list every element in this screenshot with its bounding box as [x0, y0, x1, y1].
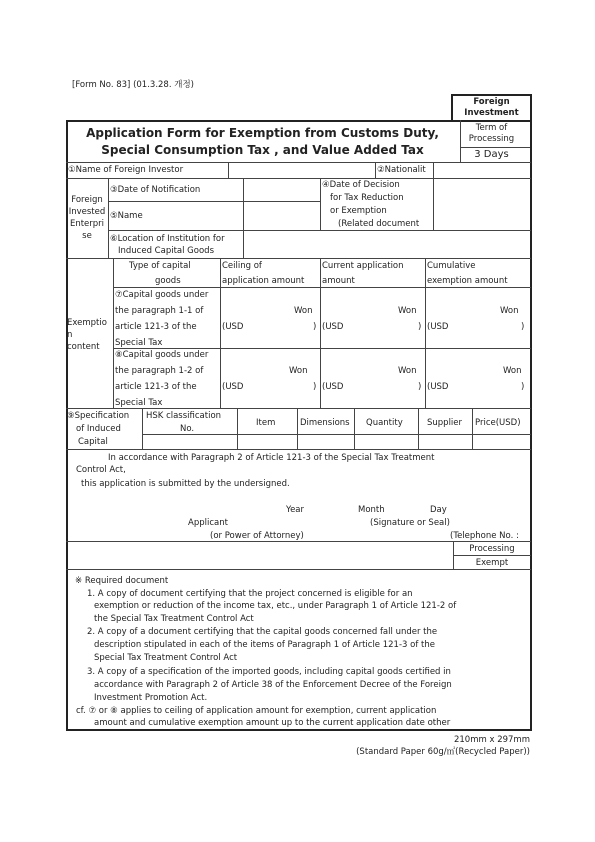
divider: [108, 201, 320, 202]
required-2-b: description stipulated in each of the items of Paragraph 1 of Article 121-3 of the: [94, 640, 435, 650]
divider: [297, 408, 298, 449]
decision-line4: (Related document: [338, 219, 420, 229]
spec-label-1: ⑨Specification: [67, 411, 130, 421]
divider: [453, 555, 531, 556]
divider: [66, 541, 531, 542]
required-cf-b: amount and cumulative exemption amount up to the current application date other: [94, 718, 451, 728]
row8-cumulative-usd: (USD: [427, 382, 449, 392]
divider: [320, 258, 321, 408]
divider: [66, 408, 531, 409]
row8-ceiling-close: ): [313, 382, 317, 392]
col-type-1: Type of capital: [129, 261, 191, 271]
divider: [228, 162, 229, 178]
label-applicant: Applicant: [188, 518, 228, 528]
divider: [66, 162, 531, 163]
divider: [354, 408, 355, 449]
corner-box-top: [451, 94, 531, 96]
row8-desc-1: ⑧Capital goods under: [115, 350, 209, 360]
enterprise-side-3: Enterpri: [69, 219, 105, 229]
exemption-side-2: n: [67, 330, 73, 340]
processing-exempt: Exempt: [475, 558, 509, 568]
declaration-line1: In accordance with Paragraph 2 of Article 121-3 of the Special Tax Treatment: [108, 453, 435, 463]
required-cf-a: cf. ⑦ or ⑧ applies to ceiling of application amount for exemption, current application: [76, 706, 437, 716]
footer-size: 210mm x 297mm: [453, 735, 530, 745]
corner-processing: Processing: [468, 134, 515, 144]
frame-right: [530, 94, 532, 730]
enterprise-side-4: se: [82, 231, 92, 241]
divider: [460, 147, 531, 148]
divider: [237, 408, 238, 449]
label-investor-name: ①Name of Foreign Investor: [68, 165, 184, 175]
divider: [113, 348, 531, 349]
row7-ceiling-close: ): [313, 322, 317, 332]
corner-term: Term of: [475, 123, 508, 133]
footer-paper: (Standard Paper 60g/㎡(Recycled Paper)): [356, 747, 530, 757]
row7-cumulative-usd: (USD: [427, 322, 449, 332]
divider: [425, 258, 426, 408]
enterprise-side-1: Foreign: [71, 195, 103, 205]
declaration-line3: this application is submitted by the undersigned.: [81, 479, 290, 489]
divider: [66, 258, 531, 259]
spec-quantity: Quantity: [366, 418, 403, 428]
required-3-a: 3. A copy of a specification of the imported goods, including capital goods certified in: [87, 667, 451, 677]
required-3-c: Investment Promotion Act.: [94, 693, 208, 703]
title-divider: [460, 120, 461, 162]
frame-bottom: [66, 729, 532, 731]
row7-desc-3: article 121-3 of the: [115, 322, 197, 332]
spec-hsk-1: HSK classification: [146, 411, 222, 421]
spec-item: Item: [256, 418, 276, 428]
label-telephone: (Telephone No. :: [450, 531, 519, 541]
label-name: ⑤Name: [110, 211, 143, 221]
decision-line1: ④Date of Decision: [322, 180, 400, 190]
enterprise-side-2: Invested: [68, 207, 106, 217]
divider: [320, 178, 321, 230]
processing-label: Processing: [469, 544, 515, 554]
row8-ceiling-won: Won: [289, 366, 308, 376]
corner-investment: Investment: [464, 108, 519, 118]
divider: [375, 162, 376, 178]
required-3-b: accordance with Paragraph 2 of Article 38 of the Enforcement Decree of the Foreign: [94, 680, 452, 690]
row8-current-close: ): [418, 382, 422, 392]
row8-desc-4: Special Tax: [115, 398, 163, 408]
declaration-line2: Control Act,: [76, 465, 126, 475]
required-2-a: 2. A copy of a document certifying that the capital goods concerned fall under the: [87, 627, 438, 637]
col-cumulative-2: exemption amount: [427, 276, 508, 286]
divider: [66, 178, 531, 179]
spec-label-2: of Induced: [76, 424, 121, 434]
row7-ceiling-won: Won: [294, 306, 313, 316]
label-year: Year: [286, 505, 304, 515]
row8-cumulative-won: Won: [503, 366, 522, 376]
spec-supplier: Supplier: [427, 418, 463, 428]
col-type-2: goods: [155, 276, 181, 286]
label-location-2: Induced Capital Goods: [118, 246, 214, 256]
form-number: [Form No. 83] (01.3.28. 개정): [72, 80, 194, 90]
divider: [220, 258, 221, 408]
divider: [142, 434, 531, 435]
spec-hsk-2: No.: [180, 424, 195, 434]
row8-desc-3: article 121-3 of the: [115, 382, 197, 392]
col-ceiling-2: application amount: [222, 276, 305, 286]
col-cumulative-1: Cumulative: [427, 261, 476, 271]
col-ceiling-1: Ceiling of: [222, 261, 262, 271]
divider: [243, 230, 244, 258]
divider: [433, 162, 434, 178]
row7-current-usd: (USD: [322, 322, 344, 332]
spec-dimensions: Dimensions: [300, 418, 350, 428]
divider: [418, 408, 419, 449]
label-nationality: ②Nationalit: [377, 165, 426, 175]
required-heading: ※ Required document: [75, 576, 169, 586]
divider: [66, 449, 531, 450]
corner-days: 3 Days: [474, 149, 509, 160]
row7-desc-1: ⑦Capital goods under: [115, 290, 209, 300]
row7-ceiling-usd: (USD: [222, 322, 244, 332]
label-signature: (Signature or Seal): [370, 518, 450, 528]
divider: [108, 178, 109, 258]
divider: [108, 230, 531, 231]
divider: [433, 178, 434, 230]
required-1-b: exemption or reduction of the income tax, etc., under Paragraph 1 of Article 121-2 of: [94, 601, 457, 611]
decision-line3: or Exemption: [330, 206, 387, 216]
decision-line2: for Tax Reduction: [330, 193, 404, 203]
label-location-1: ⑥Location of Institution for: [110, 234, 225, 244]
divider: [243, 178, 244, 230]
spec-price: Price(USD): [475, 418, 521, 428]
row8-current-usd: (USD: [322, 382, 344, 392]
label-day: Day: [430, 505, 447, 515]
required-2-c: Special Tax Treatment Control Act: [94, 653, 238, 663]
label-poa: (or Power of Attorney): [210, 531, 304, 541]
row8-current-won: Won: [398, 366, 417, 376]
row7-desc-2: the paragraph 1-1 of: [115, 306, 204, 316]
row7-desc-4: Special Tax: [115, 338, 163, 348]
label-date-notification: ③Date of Notification: [110, 185, 201, 195]
form-title-line2: Special Consumption Tax , and Value Added Tax: [101, 143, 424, 157]
exemption-side-1: Exemptio: [67, 318, 107, 328]
row8-desc-2: the paragraph 1-2 of: [115, 366, 204, 376]
spec-label-3: Capital: [78, 437, 108, 447]
divider: [142, 408, 143, 449]
row7-cumulative-won: Won: [500, 306, 519, 316]
required-1-a: 1. A copy of document certifying that the project concerned is eligible for an: [87, 589, 413, 599]
exemption-side-3: content: [67, 342, 100, 352]
divider: [113, 258, 114, 408]
corner-foreign: Foreign: [473, 97, 510, 107]
divider: [66, 569, 531, 570]
frame-top: [66, 120, 531, 122]
row7-cumulative-close: ): [521, 322, 525, 332]
row7-current-won: Won: [398, 306, 417, 316]
divider: [113, 287, 531, 288]
required-1-c: the Special Tax Treatment Control Act: [94, 614, 254, 624]
row7-current-close: ): [418, 322, 422, 332]
row8-ceiling-usd: (USD: [222, 382, 244, 392]
row8-cumulative-close: ): [521, 382, 525, 392]
col-current-2: amount: [322, 276, 355, 286]
label-month: Month: [358, 505, 385, 515]
form-title-line1: Application Form for Exemption from Customs Duty,: [86, 126, 439, 140]
divider: [472, 408, 473, 449]
col-current-1: Current application: [322, 261, 404, 271]
